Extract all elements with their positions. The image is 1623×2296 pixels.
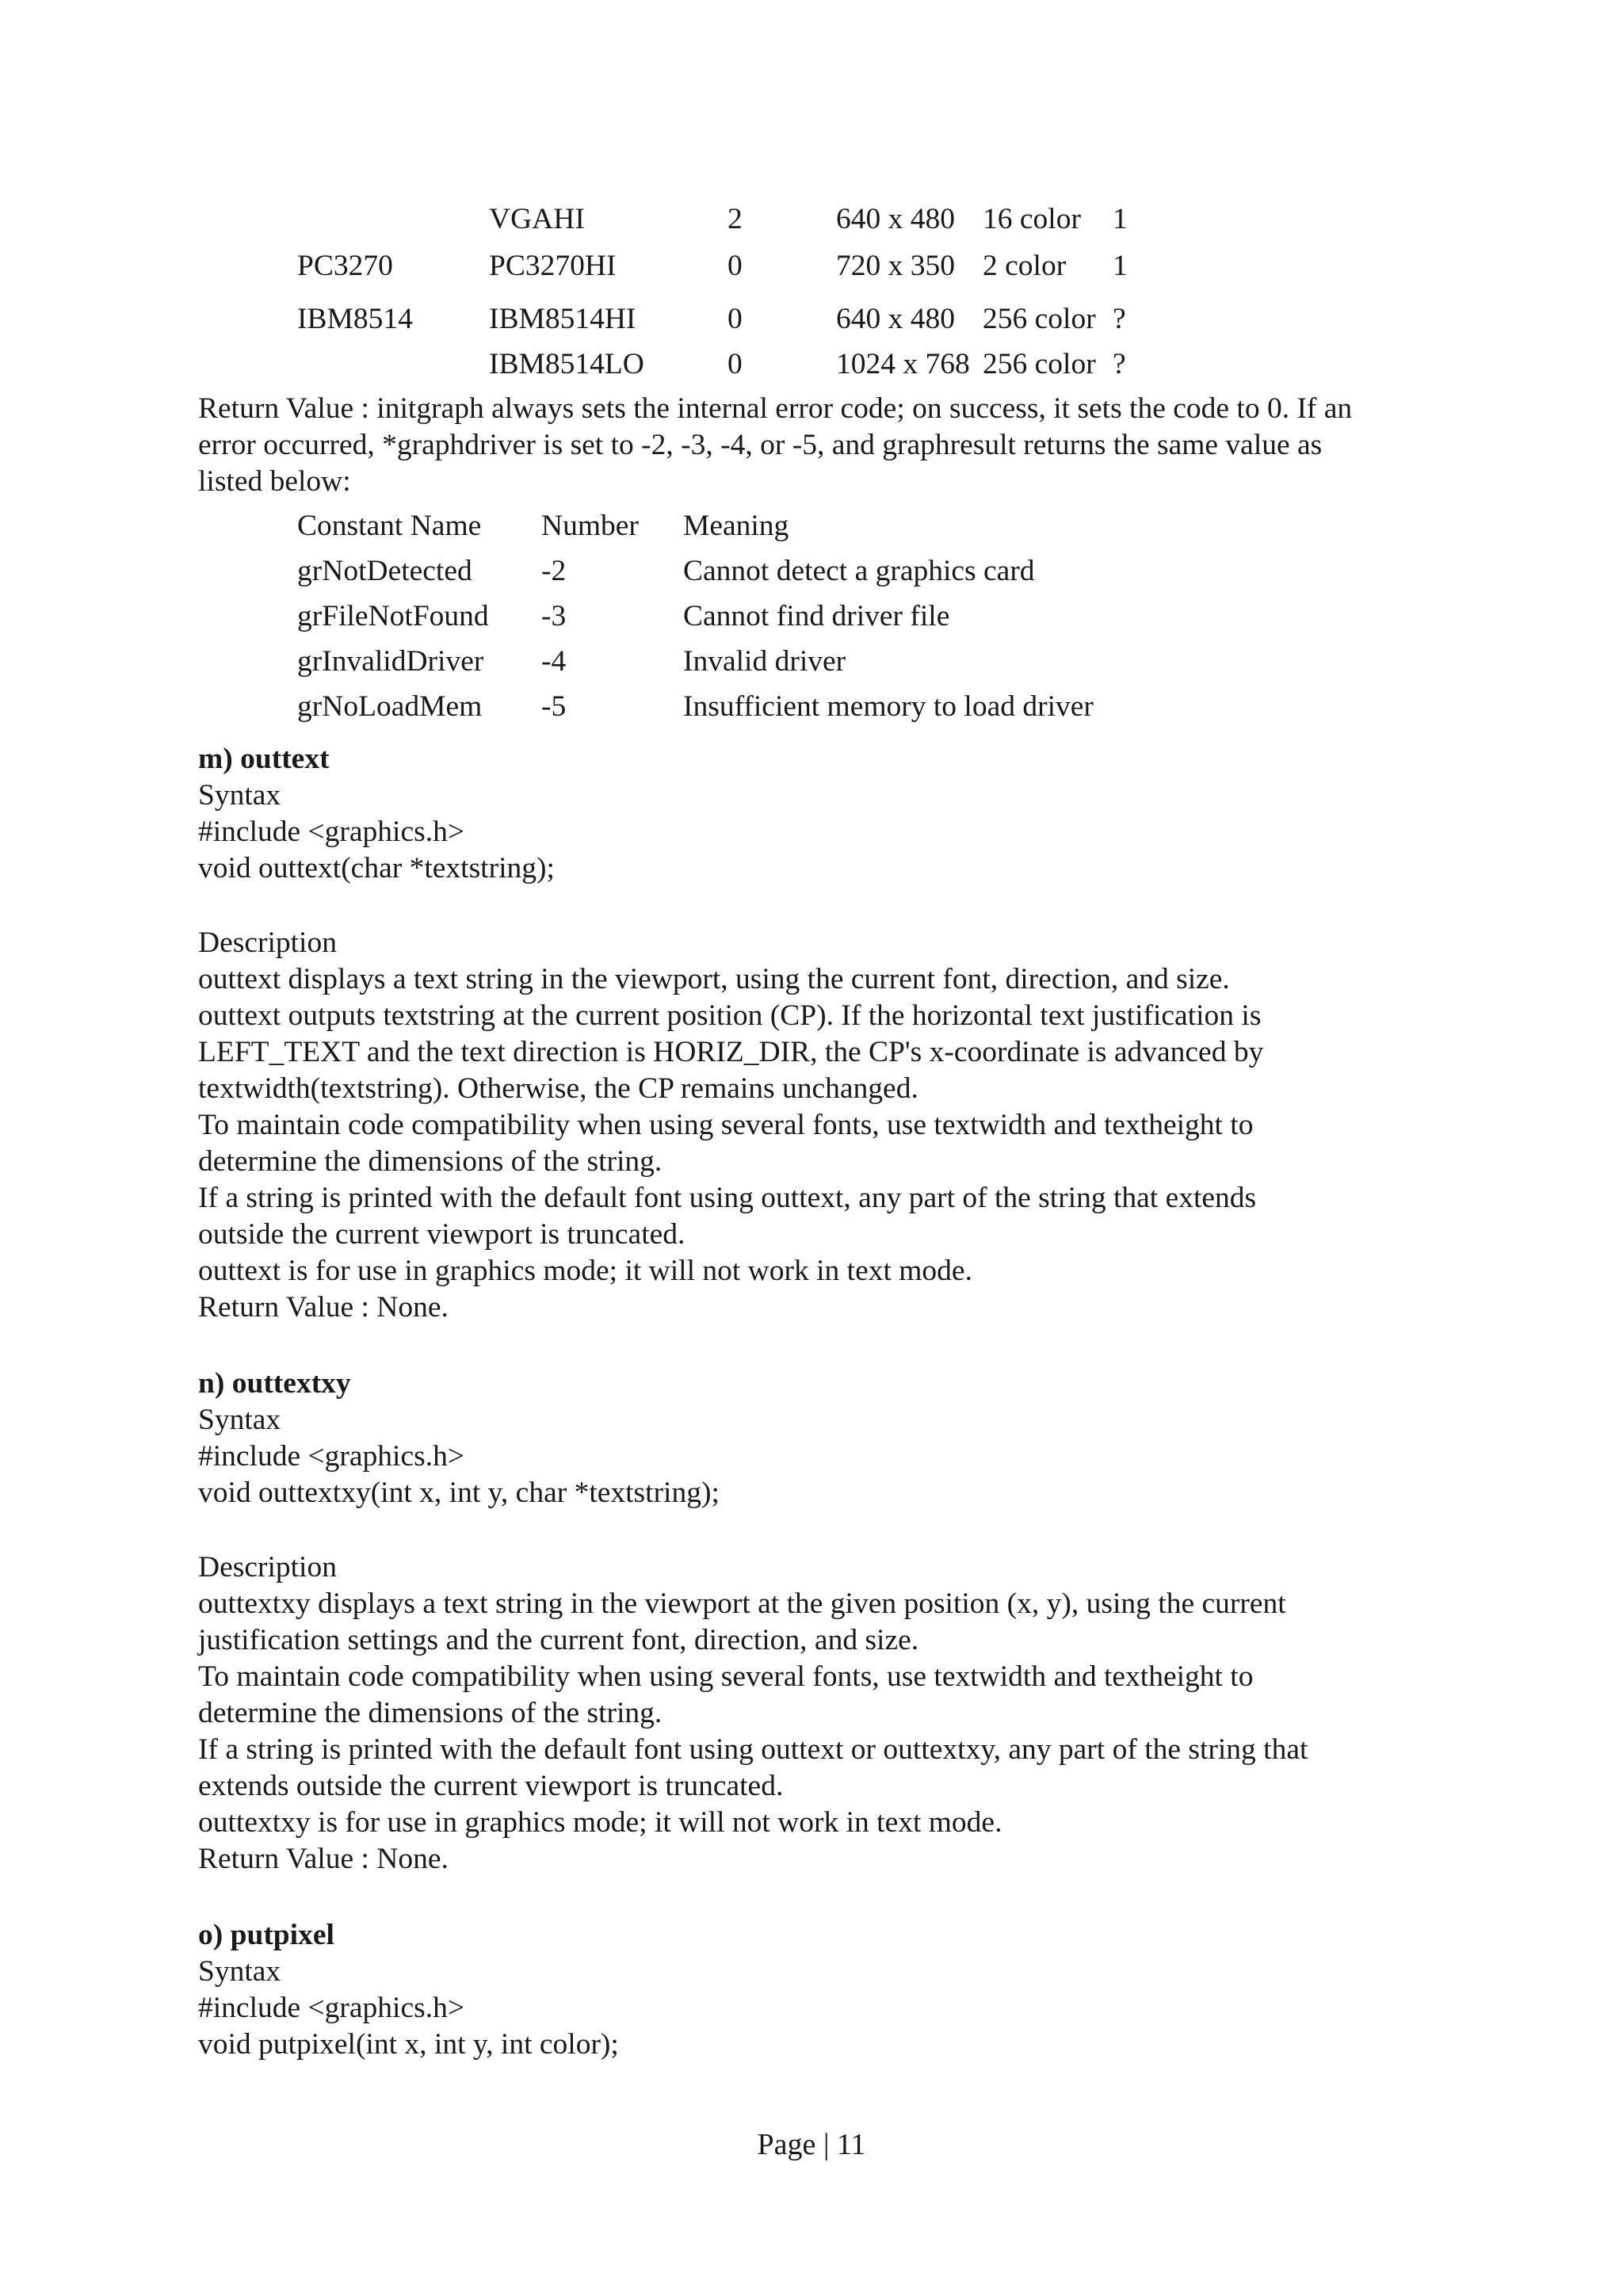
page-number: Page | 11 [757, 2128, 866, 2161]
paragraph-line: outtext outputs textstring at the current position (CP). If the horizontal text justification is [198, 999, 1262, 1032]
paragraph-line: justification settings and the current font, direction, and size. [198, 1624, 919, 1656]
prototype-line: void outtext(char *textstring); [198, 852, 555, 884]
pages-cell: 1 [1113, 250, 1128, 282]
include-line: #include <graphics.h> [198, 1992, 464, 2024]
table-header-meaning: Meaning [683, 510, 789, 542]
table-header-constant: Constant Name [297, 510, 482, 542]
paragraph-line: If a string is printed with the default font using outtext or outtextxy, any part of the string that [198, 1733, 1308, 1766]
paragraph-line: outtextxy displays a text string in the viewport at the given position (x, y), using the current [198, 1587, 1286, 1620]
prototype-line: void outtextxy(int x, int y, char *textstring); [198, 1477, 720, 1509]
paragraph-line: textwidth(textstring). Otherwise, the CP remains unchanged. [198, 1072, 918, 1105]
mode-cell: VGAHI [489, 203, 585, 235]
value-cell: 0 [727, 250, 743, 282]
description-label: Description [198, 1551, 337, 1584]
syntax-label: Syntax [198, 1955, 281, 1988]
paragraph-line: determine the dimensions of the string. [198, 1145, 663, 1178]
meaning-cell: Cannot find driver file [683, 600, 950, 632]
paragraph-line: extends outside the current viewport is truncated. [198, 1770, 784, 1802]
paragraph-line: If a string is printed with the default font using outtext, any part of the string that extends [198, 1182, 1257, 1214]
colors-cell: 2 color [983, 250, 1067, 282]
value-cell: 0 [727, 348, 743, 380]
paragraph-line: error occurred, *graphdriver is set to -2, -3, -4, or -5, and graphresult returns the same value as [198, 429, 1323, 461]
paragraph-line: determine the dimensions of the string. [198, 1697, 663, 1729]
number-cell: -2 [541, 555, 567, 587]
constant-cell: grNotDetected [297, 555, 472, 587]
pages-cell: 1 [1113, 203, 1128, 235]
colors-cell: 256 color [983, 303, 1096, 335]
paragraph-line: outtext displays a text string in the viewport, using the current font, direction, and size. [198, 963, 1230, 995]
table-header-number: Number [541, 510, 639, 542]
resolution-cell: 1024 x 768 [836, 348, 970, 380]
return-value-line: Return Value : None. [198, 1843, 449, 1875]
value-cell: 2 [727, 203, 743, 235]
include-line: #include <graphics.h> [198, 1440, 464, 1473]
paragraph-line: Return Value : initgraph always sets the internal error code; on success, it sets the code to 0. If an [198, 392, 1353, 425]
paragraph-line: outside the current viewport is truncated. [198, 1218, 685, 1251]
paragraph-line: LEFT_TEXT and the text direction is HORIZ_DIR, the CP's x-coordinate is advanced by [198, 1036, 1264, 1068]
return-value-line: Return Value : None. [198, 1291, 449, 1324]
number-cell: -4 [541, 645, 567, 678]
paragraph-line: To maintain code compatibility when using several fonts, use textwidth and textheight to [198, 1660, 1254, 1693]
mode-cell: PC3270HI [489, 250, 617, 282]
resolution-cell: 640 x 480 [836, 303, 955, 335]
constant-cell: grFileNotFound [297, 600, 489, 632]
driver-cell: IBM8514 [297, 303, 413, 335]
syntax-label: Syntax [198, 779, 281, 812]
section-heading: m) outtext [198, 743, 330, 775]
value-cell: 0 [727, 303, 743, 335]
resolution-cell: 720 x 350 [836, 250, 955, 282]
meaning-cell: Cannot detect a graphics card [683, 555, 1035, 587]
section-heading: o) putpixel [198, 1919, 334, 1951]
colors-cell: 256 color [983, 348, 1096, 380]
section-heading: n) outtextxy [198, 1367, 351, 1400]
pages-cell: ? [1113, 348, 1126, 380]
meaning-cell: Invalid driver [683, 645, 846, 678]
description-label: Description [198, 926, 337, 959]
constant-cell: grInvalidDriver [297, 645, 484, 678]
syntax-label: Syntax [198, 1404, 281, 1436]
paragraph-line: To maintain code compatibility when using several fonts, use textwidth and textheight to [198, 1109, 1254, 1141]
mode-cell: IBM8514LO [489, 348, 644, 380]
number-cell: -5 [541, 690, 567, 723]
mode-cell: IBM8514HI [489, 303, 636, 335]
paragraph-line: listed below: [198, 465, 351, 498]
meaning-cell: Insufficient memory to load driver [683, 690, 1094, 723]
prototype-line: void putpixel(int x, int y, int color); [198, 2028, 619, 2061]
number-cell: -3 [541, 600, 567, 632]
resolution-cell: 640 x 480 [836, 203, 955, 235]
paragraph-line: outtextxy is for use in graphics mode; it will not work in text mode. [198, 1806, 1002, 1839]
colors-cell: 16 color [983, 203, 1081, 235]
paragraph-line: outtext is for use in graphics mode; it will not work in text mode. [198, 1255, 972, 1287]
constant-cell: grNoLoadMem [297, 690, 483, 723]
include-line: #include <graphics.h> [198, 816, 464, 848]
pages-cell: ? [1113, 303, 1126, 335]
driver-cell: PC3270 [297, 250, 393, 282]
